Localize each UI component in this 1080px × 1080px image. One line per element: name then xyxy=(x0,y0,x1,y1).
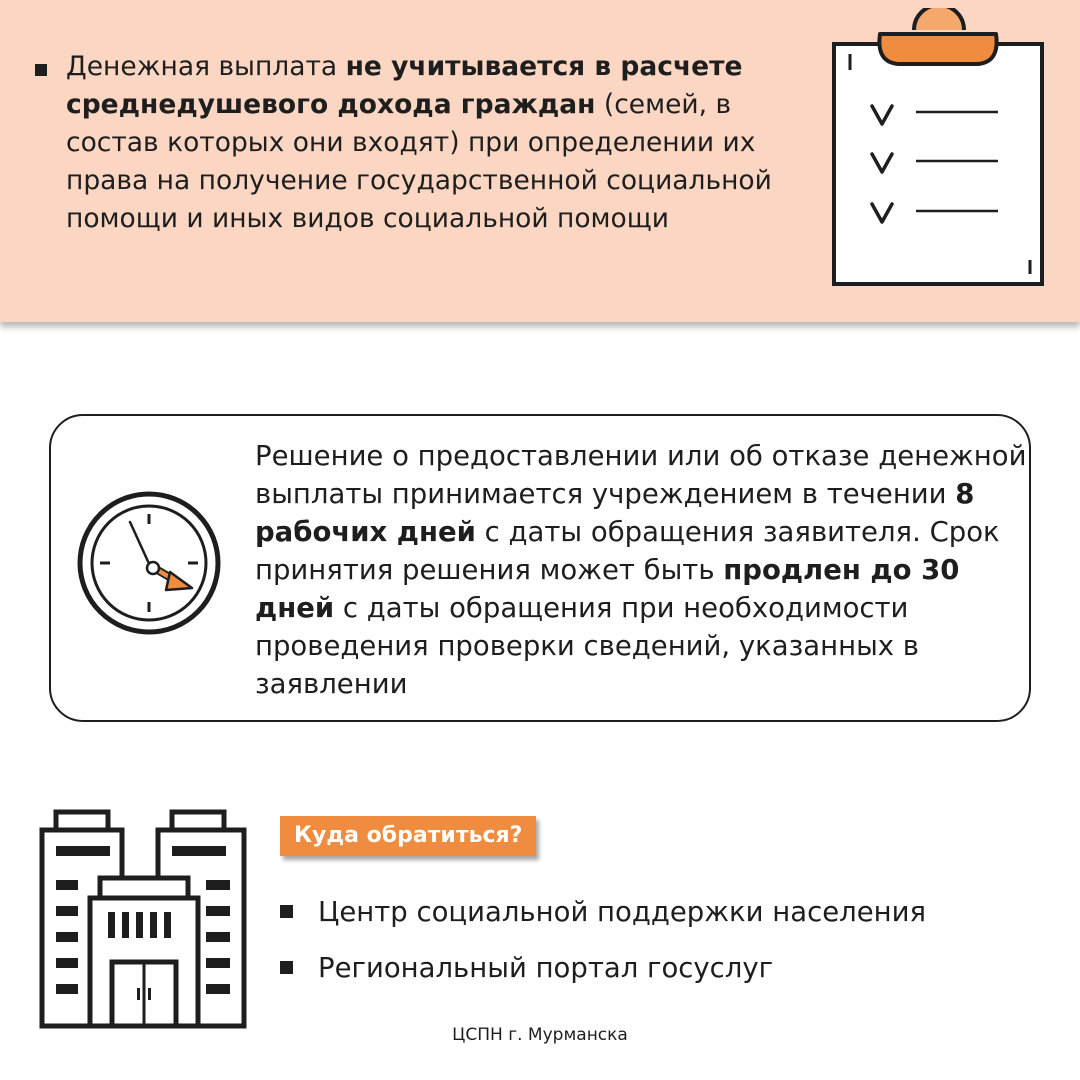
decision-deadline: 8 рабочих дней xyxy=(255,478,975,548)
where-to-apply-list xyxy=(280,888,1040,1000)
building-icon xyxy=(38,808,250,1030)
where-to-apply-badge: Куда обратиться? xyxy=(280,816,536,856)
clock-icon xyxy=(74,488,224,638)
top-info-text: Денежная выплата не учитывается в расчете среднедушевого дохода граждан (семей, в состав которых они входят) при определении их права на получение государственной социальной помощи и иных видов социальной помощи xyxy=(66,51,772,234)
list-item-label: Центр социальной поддержки населения xyxy=(318,896,927,928)
footer-author: ЦСПН г. Мурманска xyxy=(452,1025,628,1045)
list-item xyxy=(280,888,1040,944)
bullet-marker xyxy=(280,961,293,974)
clipboard-checklist-icon xyxy=(828,8,1048,290)
top-info-bold: не учитывается в расчете среднедушевого дохода граждан xyxy=(66,51,743,120)
decision-extension: продлен до 30 дней xyxy=(255,554,960,624)
list-item xyxy=(280,944,1040,1000)
bullet-marker xyxy=(35,64,47,76)
list-item-label: Региональный портал госуслуг xyxy=(318,952,774,984)
bullet-marker xyxy=(280,905,293,918)
decision-info-text: Решение о предоставлении или об отказе денежной выплаты принимается учреждением в течении 8 рабочих дней с даты обращения заявителя. Срок принятия решения может быть продлен до 30 дней с даты обращения при необходимости проведения проверки сведений, указанных в заявлении xyxy=(255,440,1027,700)
